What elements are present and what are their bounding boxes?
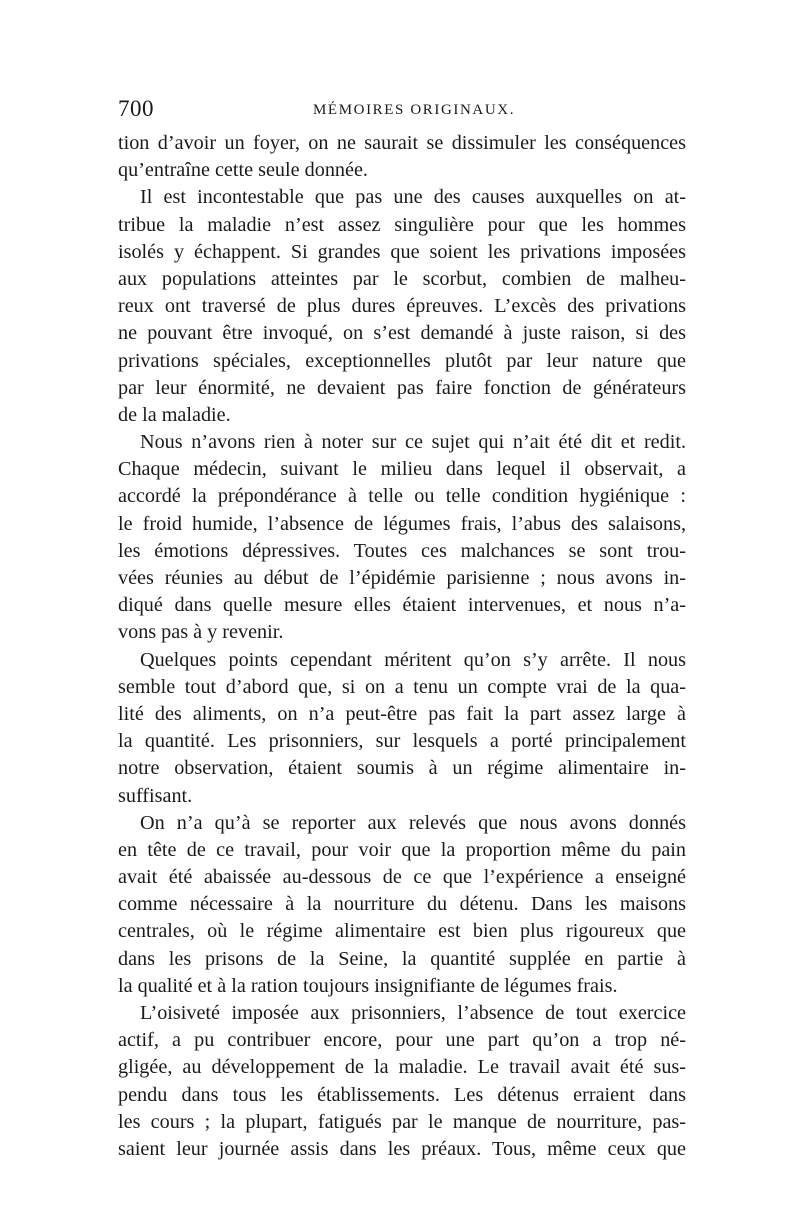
text-line: Il est incontestable que pas une des causes auxquelles on at- [140, 186, 686, 209]
text-line: L’oisiveté imposée aux prisonniers, l’absence de tout exercice [140, 1002, 686, 1024]
text-line: par leur énormité, ne devaient pas faire fonction de générateurs [118, 376, 686, 399]
text-line: de la maladie. [118, 403, 231, 426]
text-line: Nous n’avons rien à noter sur ce sujet qui n’ait été dit et redit. [140, 431, 686, 454]
text-line: diqué dans quelle mesure elles étaient intervenues, et nous n’a- [118, 594, 686, 617]
text-line: comme nécessaire à la nourriture du détenu. Dans les maisons [118, 893, 686, 916]
text-line: vons pas à y revenir. [118, 621, 284, 644]
text-line: qu’entraîne cette seule donnée. [118, 159, 368, 182]
text-line: les cours ; la plupart, fatigués par le manque de nourriture, pas- [118, 1110, 686, 1133]
text-line: le froid humide, l’absence de légumes frais, l’abus des salaisons, [118, 512, 686, 535]
text-line: en tête de ce travail, pour voir que la proportion même du pain [118, 838, 686, 861]
text-line: pendu dans tous les établissements. Les détenus erraient dans [118, 1083, 686, 1106]
text-line: notre observation, étaient soumis à un régime alimentaire in- [118, 757, 686, 780]
text-line: tribue la maladie n’est assez singulière pour que les hommes [118, 213, 686, 236]
page-header [118, 96, 698, 126]
text-line: avait été abaissée au-dessous de ce que l’expérience a enseigné [118, 866, 686, 889]
body-text [118, 130, 686, 1163]
text-line: les émotions dépressives. Toutes ces malchances se sont trou- [118, 539, 686, 562]
text-line: Quelques points cependant méritent qu’on s’y arrête. Il nous [140, 648, 686, 671]
text-line: aux populations atteintes par le scorbut, combien de malheu- [118, 267, 686, 290]
text-line: la qualité et à la ration toujours insignifiante de légumes frais. [118, 974, 618, 997]
text-line: saient leur journée assis dans les préaux. Tous, même ceux que [118, 1137, 686, 1160]
text-line: semble tout d’abord que, si on a tenu un compte vrai de la qua- [118, 675, 686, 698]
running-title: MÉMOIRES ORIGINAUX. [313, 102, 516, 118]
text-line: Chaque médecin, suivant le milieu dans lequel il observait, a [118, 458, 686, 481]
text-line: lité des aliments, on n’a peut-être pas fait la part assez large à [118, 702, 686, 725]
text-line: vées réunies au début de l’épidémie parisienne ; nous avons in- [118, 567, 686, 589]
text-line: la quantité. Les prisonniers, sur lesquels a porté principalement [118, 730, 686, 753]
text-line: gligée, au développement de la maladie. Le travail avait été sus- [118, 1056, 686, 1079]
text-line: actif, a pu contribuer encore, pour une part qu’on a trop né- [118, 1029, 686, 1052]
text-line: On n’a qu’à se reporter aux relevés que nous avons donnés [140, 811, 686, 834]
text-line: dans les prisons de la Seine, la quantité supplée en partie à [118, 947, 686, 970]
text-line: privations spéciales, exceptionnelles plutôt par leur nature que [118, 349, 686, 372]
text-line: tion d’avoir un foyer, on ne saurait se dissimuler les conséquences [118, 132, 686, 154]
page-number: 700 [118, 96, 154, 121]
text-line: isolés y échappent. Si grandes que soient les privations imposées [118, 240, 686, 263]
text-line: accordé la prépondérance à telle ou telle condition hygiénique : [118, 485, 686, 508]
text-line: ne pouvant être invoqué, on s’est demandé à juste raison, si des [118, 322, 686, 345]
text-line: centrales, où le régime alimentaire est bien plus rigoureux que [118, 920, 686, 943]
text-line: suffisant. [118, 784, 193, 807]
text-line: reux ont traversé de plus dures épreuves. L’excès des privations [118, 295, 686, 318]
